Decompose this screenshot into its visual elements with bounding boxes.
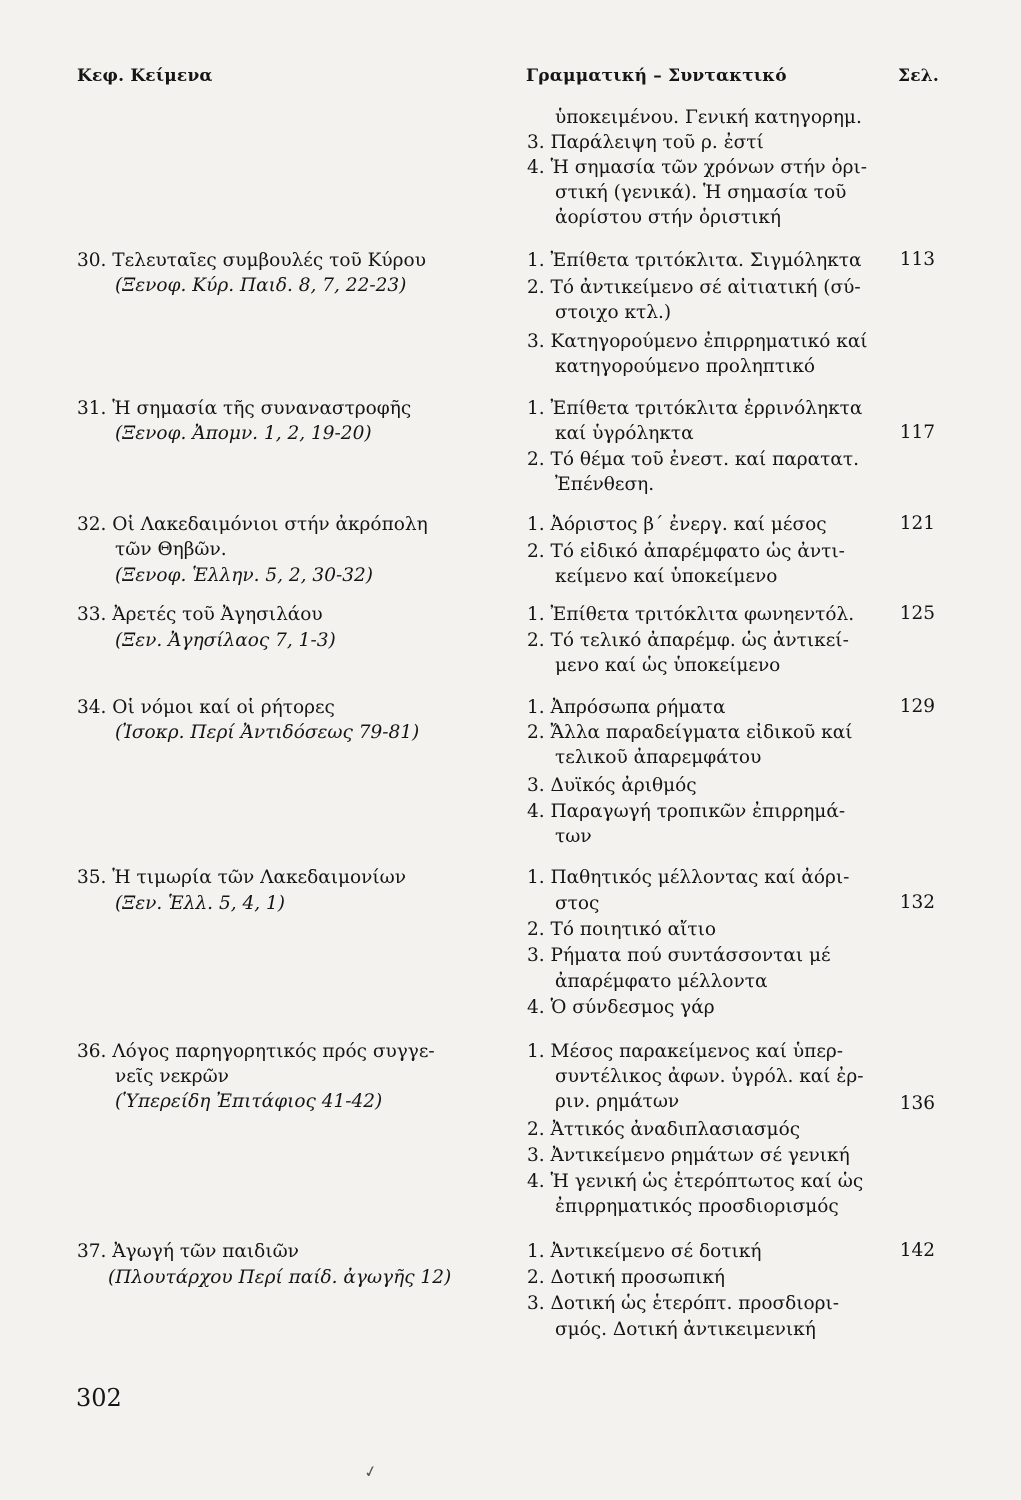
- chapter-source: (Ξεν. Ἑλλ. 5, 4, 1): [115, 893, 285, 914]
- right-line: σμός. Δοτική ἀντικειμενική: [555, 1319, 816, 1340]
- page-number: 302: [76, 1384, 122, 1412]
- chapter-title: 35. Ἡ τιμωρία τῶν Λακεδαιμονίων: [77, 867, 406, 888]
- page-ref: 132: [899, 892, 935, 913]
- chapter-title: 37. Ἀγωγή τῶν παιδιῶν: [77, 1241, 299, 1262]
- page-ref: 117: [899, 422, 935, 443]
- right-line: στική (γενικά). Ἡ σημασία τοῦ: [555, 182, 847, 203]
- chapter-title: 30. Τελευταῖες συμβουλές τοῦ Κύρου: [77, 250, 426, 271]
- right-line: κατηγορούμενο προληπτικό: [555, 356, 816, 377]
- chapter-title: 31. Ἡ σημασία τῆς συναναστροφῆς: [77, 398, 412, 419]
- right-line: 4. Ὁ σύνδεσμος γάρ: [527, 997, 715, 1018]
- header-page: Σελ.: [898, 66, 939, 86]
- right-line: 2. Τό ποιητικό αἴτιο: [527, 919, 716, 940]
- right-line: 4. Ἡ γενική ὡς ἑτερόπτωτος καί ὡς: [527, 1171, 864, 1192]
- header-grammar-syntax: Γραμματική – Συντακτικό: [526, 66, 787, 86]
- chapter-source: (Ξενοφ. Κύρ. Παιδ. 8, 7, 22-23): [115, 275, 407, 296]
- right-line: 2. Τό τελικό ἀπαρέμφ. ὡς ἀντικεί-: [527, 630, 849, 651]
- right-line: 3. Ἀντικείμενο ρημάτων σέ γενική: [527, 1145, 850, 1166]
- page-ref: 129: [899, 696, 935, 717]
- right-line: 3. Δοτική ὡς ἑτερόπτ. προσδιορι-: [527, 1293, 839, 1314]
- right-line: ριν. ρημάτων: [555, 1091, 680, 1112]
- right-line: 2. Ἄλλα παραδείγματα εἰδικοῦ καί: [527, 722, 853, 743]
- right-line: 1. Μέσος παρακείμενος καί ὑπερ-: [527, 1041, 844, 1062]
- right-line: 1. Παθητικός μέλλοντας καί ἀόρι-: [527, 867, 850, 888]
- right-line: τελικοῦ ἀπαρεμφάτου: [555, 747, 762, 768]
- page-ref: 136: [899, 1093, 935, 1114]
- chapter-title: 33. Ἀρετές τοῦ Ἀγησιλάου: [77, 604, 323, 625]
- page-ref: 121: [899, 513, 935, 534]
- right-line: ἐπιρρηματικός προσδιορισμός: [555, 1196, 839, 1217]
- right-line: κείμενο καί ὑποκείμενο: [555, 566, 778, 587]
- right-line: 1. Ἀντικείμενο σέ δοτική: [527, 1241, 762, 1262]
- right-line: ὑποκειμένου. Γενική κατηγορημ.: [555, 107, 862, 128]
- right-line: μενο καί ὡς ὑποκείμενο: [555, 655, 781, 676]
- right-line: 2. Δοτική προσωπική: [527, 1267, 725, 1288]
- page-ref: 142: [899, 1240, 935, 1261]
- right-line: συντέλικος ἀφων. ὑγρόλ. καί ἐρ-: [555, 1066, 864, 1087]
- chapter-title-cont: νεῖς νεκρῶν: [115, 1066, 229, 1087]
- right-line: 3. Παράλειψη τοῦ ρ. ἐστί: [527, 132, 764, 153]
- right-line: 1. Ἀόριστος β΄ ἐνεργ. καί μέσος: [527, 514, 827, 535]
- chapter-source: (Πλουτάρχου Περί παίδ. ἀγωγῆς 12): [108, 1267, 452, 1288]
- right-line: 2. Τό θέμα τοῦ ἐνεστ. καί παρατατ.: [527, 449, 859, 470]
- right-line: 3. Κατηγορούμενο ἐπιρρηματικό καί: [527, 331, 868, 352]
- right-line: 2. Τό ἀντικείμενο σέ αἰτιατική (σύ-: [527, 277, 861, 298]
- right-line: 1. Ἐπίθετα τριτόκλιτα φωνηεντόλ.: [527, 604, 855, 625]
- chapter-title: 34. Οἱ νόμοι καί οἱ ρήτορες: [77, 697, 335, 718]
- right-line: 1. Ἀπρόσωπα ρήματα: [527, 697, 726, 718]
- chapter-source: (Ξενοφ. Ἀπομν. 1, 2, 19-20): [115, 423, 372, 444]
- right-line: 1. Ἐπίθετα τριτόκλιτα ἐρρινόληκτα: [527, 398, 863, 419]
- right-line: 4. Ἡ σημασία τῶν χρόνων στήν ὁρι-: [527, 157, 867, 178]
- right-line: Ἐπένθεση.: [555, 474, 655, 495]
- page-ref: 125: [899, 603, 935, 624]
- right-line: ἀορίστου στήν ὁριστική: [555, 207, 781, 228]
- chapter-source: (Ἰσοκρ. Περί Ἀντιδόσεως 79-81): [115, 722, 420, 743]
- page-ref: 113: [899, 249, 935, 270]
- header-chapter-texts: Κεφ. Κείμενα: [77, 66, 213, 86]
- right-line: 4. Παραγωγή τροπικῶν ἐπιρρημά-: [527, 801, 846, 822]
- chapter-source: (Ξεν. Ἀγησίλαος 7, 1-3): [115, 630, 336, 651]
- right-line: 1. Ἐπίθετα τριτόκλιτα. Σιγμόληκτα: [527, 250, 862, 271]
- right-line: 3. Δυϊκός ἀριθμός: [527, 775, 697, 796]
- right-line: των: [555, 826, 592, 847]
- chapter-title: 32. Οἱ Λακεδαιμόνιοι στήν ἀκρόπολη: [77, 514, 428, 535]
- chapter-title: 36. Λόγος παρηγορητικός πρός συγγε-: [77, 1041, 435, 1062]
- chapter-source: (Ὑπερείδη Ἐπιτάφιος 41-42): [115, 1091, 383, 1112]
- right-line: στοιχο κτλ.): [555, 302, 672, 323]
- pencil-mark: ✓: [362, 1460, 380, 1483]
- right-line: καί ὑγρόληκτα: [555, 423, 694, 444]
- right-line: στος: [555, 893, 600, 914]
- right-line: 3. Ρήματα πού συντάσσονται μέ: [527, 945, 831, 966]
- chapter-title-cont: τῶν Θηβῶν.: [115, 539, 227, 560]
- right-line: 2. Ἀττικός ἀναδιπλασιασμός: [527, 1119, 801, 1140]
- right-line: 2. Τό εἰδικό ἀπαρέμφατο ὡς ἀντι-: [527, 541, 845, 562]
- chapter-source: (Ξενοφ. Ἑλλην. 5, 2, 30-32): [115, 565, 373, 586]
- right-line: ἀπαρέμφατο μέλλοντα: [555, 971, 768, 992]
